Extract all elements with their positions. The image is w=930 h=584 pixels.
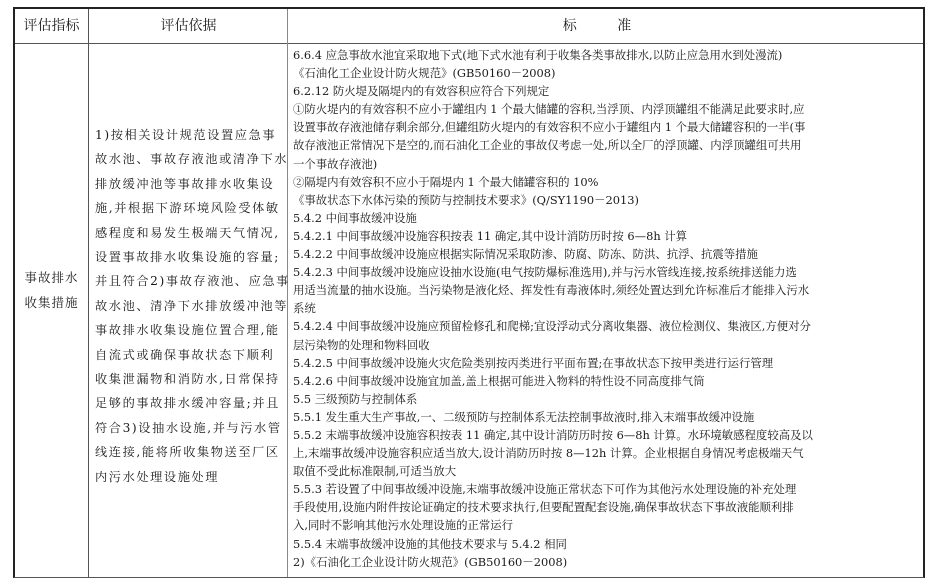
- standard-line: 一个事故存液池): [293, 156, 378, 171]
- basis-line: 故水池、事故存液池或清净下水: [95, 152, 289, 167]
- basis-line: 内污水处理设施处理: [95, 469, 220, 484]
- basis-line: 感程度和易发生极端天气情况,: [95, 225, 280, 240]
- category-line: 收集措施: [24, 295, 79, 310]
- standard-line: 5.5.3 若设置了中间事故缓冲设施,末端事故缓冲设施正常状态下可作为其他污水处理设施的补充处理: [293, 482, 797, 497]
- standard-line: ②隔堤内有效容积不应小于隔堤内 1 个最大储罐容积的 10%: [293, 174, 599, 189]
- standard-line: ①防火堤内的有效容积不应小于罐组内 1 个最大储罐的容积,当浮顶、内浮顶罐组不能满足此要求时,应: [293, 102, 805, 117]
- basis-cell: [95, 123, 290, 489]
- standard-line: 系统: [293, 301, 316, 316]
- header-indicator: 评估指标: [23, 18, 80, 34]
- assessment-table: [13, 7, 925, 578]
- basis-line: 自流式或确保事故状态下顺利: [95, 347, 275, 362]
- standard-line: 取值不受此标准限制,可适当放大: [293, 464, 457, 479]
- basis-line: 并且符合2)事故存液池、应急事: [95, 274, 290, 289]
- basis-line: 符合3)设抽水设施,并与污水管: [95, 420, 282, 435]
- standard-line: 层污染物的处理和物料回收: [293, 337, 430, 352]
- category-cell: [15, 265, 88, 315]
- header-basis: 评估依据: [160, 18, 217, 34]
- standard-line: 5.4.2.3 中间事故缓冲设施应设抽水设施(电气按防爆标准选用),并与污水管线连接,按系统排送能力选: [293, 265, 797, 280]
- standard-line: 5.4.2 中间事故缓冲设施: [293, 210, 417, 225]
- basis-line: 事故排水收集设施位置合理,能: [95, 323, 280, 338]
- standard-line: 入,同时不影响其他污水处理设施的正常运行: [293, 518, 514, 533]
- standard-line: 用适当流量的抽水设施。当污染物是液化烃、挥发性有毒液体时,须经处置达到允许标准后才能排入污水: [293, 283, 810, 298]
- standard-line: 5.4.2.5 中间事故缓冲设施火灾危险类别按丙类进行平面布置;在事故状态下按甲类进行运行管理: [293, 355, 774, 370]
- standard-line: 5.5 三级预防与控制体系: [293, 391, 418, 406]
- standard-line: 5.5.1 发生重大生产事故,一、二级预防与控制体系无法控制事故液时,排入末端事故缓冲设施: [293, 409, 755, 424]
- basis-line: 施,并根据下游环境风险受体敏: [95, 201, 280, 216]
- standard-line: 《石油化工企业设计防火规范》(GB50160－2008): [293, 66, 556, 81]
- standard-line: 5.4.2.4 中间事故缓冲设施应预留检修孔和爬梯;宜设浮动式分离收集器、液位检测仪、集液区,方便对分: [293, 319, 811, 334]
- standard-line: 5.4.2.6 中间事故缓冲设施宜加盖,盖上根据可能进入物料的特性设不同高度排气筒: [293, 373, 705, 388]
- standard-line: 手段使用,设施内附件按论证确定的技术要求执行,但要配置配套设施,确保事故状态下事故液能顺利排: [293, 500, 794, 515]
- basis-line: 线连接,能将所收集物送至厂区: [95, 445, 280, 460]
- standard-line: 5.5.2 末端事故缓冲设施容积按表 11 确定,其中设计消防历时按 6—8h 计算。水环境敏感程度较高及以: [293, 427, 813, 442]
- standard-line: 《事故状态下水体污染的预防与控制技术要求》(Q/SY1190－2013): [293, 192, 639, 207]
- standard-cell: [293, 46, 921, 571]
- basis-line: 故水池、清净下水排放缓冲池等: [95, 298, 289, 313]
- header-standard: 标 准: [562, 18, 650, 34]
- standard-line: 2)《石油化工企业设计防火规范》(GB50160－2008): [293, 554, 568, 569]
- basis-line: 收集泄漏物和消防水,日常保持: [95, 372, 280, 387]
- standard-line: 设置事故存液池储存剩余部分,但罐组防火堤内的有效容积不应小于罐组内 1 个最大储罐容积的一半(事: [293, 120, 806, 135]
- standard-line: 上,末端事故缓冲设施容积应适当放大,设计消防历时按 8—12h 计算。企业根据自身情况考虑极端天气: [293, 446, 804, 461]
- column-divider: [287, 9, 288, 577]
- basis-line: 设置事故排水收集设施的容量;: [95, 250, 280, 265]
- standard-line: 5.4.2.1 中间事故缓冲设施容积按表 11 确定,其中设计消防历时按 6—8h 计算: [293, 228, 688, 243]
- standard-line: 5.5.4 末端事故缓冲设施的其他技术要求与 5.4.2 相同: [293, 536, 567, 551]
- basis-line: 足够的事故排水缓冲容量;并且: [95, 396, 280, 411]
- basis-line: 排放缓冲池等事故排水收集设: [95, 176, 275, 191]
- category-line: 事故排水: [24, 270, 79, 285]
- standard-line: 6.6.4 应急事故水池宜采取地下式(地下式水池有利于收集各类事故排水,以防止应急用水到处漫流): [293, 48, 783, 62]
- standard-line: 故存液池正常情况下是空的,而石油化工企业的事故仅考虑一处,所以全厂的浮顶罐、内浮顶罐组可共用: [293, 138, 802, 153]
- standard-line: 5.4.2.2 中间事故缓冲设施应根据实际情况采取防渗、防腐、防冻、防洪、抗浮、抗震等措施: [293, 247, 758, 262]
- column-divider: [88, 9, 89, 577]
- standard-line: 6.2.12 防火堤及隔堤内的有效容积应符合下列规定: [293, 84, 550, 99]
- basis-line: 1)按相关设计规范设置应急事: [95, 128, 277, 142]
- header-row: [15, 9, 923, 44]
